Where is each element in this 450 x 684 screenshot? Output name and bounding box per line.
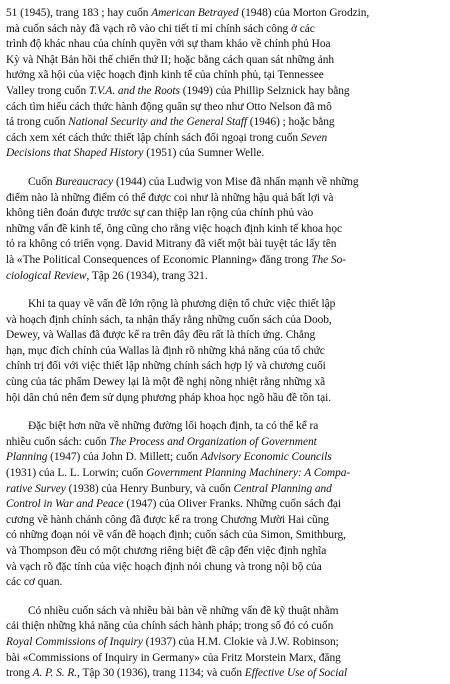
text-line bbox=[6, 513, 445, 529]
text-line bbox=[6, 450, 445, 466]
text-run: chính trị đối với việc thiết lập những chính sách hợp lý và chương cuối bbox=[6, 360, 326, 373]
text-line bbox=[6, 344, 445, 360]
text-run: hội dân chủ nên đem sử dụng phương pháp khoa học ngõ hầu đề tồn tại. bbox=[6, 391, 331, 404]
italic-title-run: A. P. S. R. bbox=[32, 667, 78, 680]
text-run: không tiên đoán được trước sự can thiệp lan rộng của chính phủ vào bbox=[6, 207, 314, 220]
text-line bbox=[6, 6, 445, 22]
text-run: cách xem xét cách thức thiết lập chính sách đối ngoại trong cuốn bbox=[6, 131, 301, 144]
text-line bbox=[6, 359, 445, 375]
italic-title-run: T.V.A. and the Roots bbox=[88, 84, 180, 97]
text-line bbox=[6, 544, 445, 560]
text-line bbox=[6, 313, 445, 329]
text-run: Cuốn bbox=[28, 175, 56, 188]
text-run: (1938) của Henry Bunbury, và cuốn bbox=[65, 482, 234, 495]
text-line bbox=[6, 651, 445, 667]
text-line bbox=[6, 375, 445, 391]
text-run: , Tập 26 (1934), trang 321. bbox=[86, 269, 208, 282]
text-run: Có nhiều cuốn sách và nhiều bài bàn về những vấn đề kỹ thuật nhằm bbox=[28, 604, 339, 617]
text-run: cách tìm hiểu cách thức hành động quân sự theo như Otto Nelson đã mô bbox=[6, 100, 332, 113]
text-line bbox=[6, 222, 445, 238]
text-line bbox=[6, 391, 445, 407]
text-line bbox=[6, 206, 445, 222]
text-line bbox=[6, 328, 445, 344]
italic-title-run: American Betrayed bbox=[151, 7, 239, 19]
text-run: điểm nào là những điểm có thể được coi như là những hậu quả bất lợi và bbox=[6, 191, 334, 204]
text-run: Kỳ và Nhật Bản hồi thế chiến thứ II; hoặc bằng cách quan sát những ảnh bbox=[6, 53, 335, 66]
italic-title-run: Decisions that Shaped History bbox=[6, 147, 144, 160]
text-run: Đặc biệt hơn nữa về những đường lối hoạch định, ta có thể kể ra bbox=[28, 420, 319, 433]
text-run: (1947) của Oliver Franks. Những cuốn sách đại bbox=[123, 498, 341, 511]
text-run: các cơ quan. bbox=[6, 576, 63, 589]
text-run: mà cuốn sách này đã vạch rõ vào chi tiết tỉ mỉ chính sách công ở các bbox=[6, 22, 315, 35]
text-run: trình độ khác nhau của chính quyền với sự tham khảo về chính phủ Hoa bbox=[6, 38, 331, 51]
text-run: nhiều cuốn sách: cuốn bbox=[6, 435, 110, 448]
text-run: 51 (1945), trang 183 ; hay cuốn bbox=[6, 7, 152, 19]
text-run: (1944) của Ludwig von Mise đã nhấn mạnh về những bbox=[113, 175, 359, 188]
italic-title-run: The Process and Organization of Government bbox=[109, 435, 317, 448]
text-line bbox=[6, 269, 445, 285]
paragraph-organization-policy bbox=[6, 297, 445, 406]
text-run: (1949) của Phillip Selznick hay bằng bbox=[179, 84, 350, 97]
italic-title-run: Effective Use of Social bbox=[244, 667, 348, 680]
italic-title-run: Government Planning Machinery: A Compa- bbox=[146, 467, 351, 480]
text-run: và Thompson đều có một chương riêng biệt đề cập đến việc định nghĩa bbox=[6, 545, 327, 557]
text-line bbox=[6, 666, 445, 682]
italic-title-run: The So- bbox=[311, 253, 347, 266]
text-line bbox=[6, 604, 445, 620]
text-line bbox=[6, 528, 445, 544]
italic-title-run: rative Survey bbox=[6, 482, 66, 495]
text-run: và vạch rõ đặc tính của việc hoạch định nói chung và trong nội bộ của bbox=[6, 560, 322, 573]
text-run: Dewey, và Wallas đã được kể ra trên đây đều rất là thích ứng. Chẳng bbox=[6, 329, 316, 342]
text-run: hạn, mục đích chính của Wallas là định rõ những khả năng của tổ chức bbox=[6, 344, 325, 357]
text-run: (1946) ; hoặc bằng bbox=[246, 116, 335, 129]
paragraph-case-studies bbox=[6, 6, 445, 162]
text-line bbox=[6, 100, 445, 116]
text-line bbox=[6, 22, 445, 38]
italic-title-run: Central Planning and bbox=[233, 482, 332, 495]
text-line bbox=[6, 115, 445, 131]
text-line bbox=[6, 619, 445, 635]
text-line bbox=[6, 435, 445, 451]
text-run: Valley trong cuốn bbox=[6, 84, 89, 97]
text-run: tỏ ra không có triển vọng. David Mitrany đã viết một bài tuyệt tác lấy tên bbox=[6, 238, 337, 251]
italic-title-run: Advisory Economic Councils bbox=[200, 451, 332, 464]
text-line bbox=[6, 84, 445, 100]
text-run: (1948) của Morton Grodzin, bbox=[238, 7, 370, 19]
text-line bbox=[6, 466, 445, 482]
text-run: và hoạch định chính sách, ta nhận thấy rằng những cuốn sách của Doob, bbox=[6, 313, 332, 326]
text-line bbox=[6, 482, 445, 498]
text-line bbox=[6, 297, 445, 313]
text-line bbox=[6, 419, 445, 435]
text-run: , Tập 30 (1936), trang 1134; và cuốn bbox=[77, 667, 245, 680]
text-run: bài «Commissions of Inquiry in Germany» của Fritz Morstein Marx, đăng bbox=[6, 651, 341, 664]
text-line bbox=[6, 53, 445, 69]
italic-title-run: Control in War and Peace bbox=[6, 498, 124, 511]
text-line bbox=[6, 560, 445, 576]
text-line bbox=[6, 237, 445, 253]
text-run: cải thiện những khả năng của chính sách hành pháp; trong số đó có cuốn bbox=[6, 620, 334, 633]
text-run: (1937) của H.M. Clokie và J.W. Robinson; bbox=[142, 635, 339, 648]
text-run: trong bbox=[6, 667, 33, 680]
italic-title-run: National Security and the General Staff bbox=[68, 116, 247, 129]
text-line bbox=[6, 146, 445, 162]
italic-title-run: Planning bbox=[6, 451, 48, 464]
text-line bbox=[6, 68, 445, 84]
text-run: hưởng xã hội của việc hoạch định kinh tế của chính phủ, tại Tennessee bbox=[6, 69, 324, 82]
italic-title-run: Royal Commissions of Inquiry bbox=[6, 635, 143, 648]
text-run: cương về hành chánh công đã được kể ra trong Chương Mười Hai cũng bbox=[6, 513, 329, 526]
text-line bbox=[6, 253, 445, 269]
text-run: có những đoạn nói về vấn đề hoạch định; cuốn sách của Simon, Smithburg, bbox=[6, 529, 346, 542]
italic-title-run: Seven bbox=[300, 131, 328, 144]
text-run: (1947) của John D. Millett; cuốn bbox=[47, 451, 201, 464]
paragraph-bureaucracy bbox=[6, 175, 445, 284]
text-run: cùng của tác phẩm Dewey lại là một đề nghị nồng nhiệt rằng những xã bbox=[6, 376, 326, 389]
text-run: Khi ta quay về vấn đề lớn rộng là phương diện tổ chức việc thiết lập bbox=[28, 298, 336, 311]
text-run: là «The Political Consequences of Economic Planning» đăng trong bbox=[6, 253, 312, 266]
text-run: những vấn đề kinh tế, ông cũng cho rằng việc hoạch định kinh tế khoa học bbox=[6, 222, 342, 235]
paragraph-planning-books bbox=[6, 419, 445, 591]
text-line bbox=[6, 131, 445, 147]
text-line bbox=[6, 191, 445, 207]
text-line bbox=[6, 575, 445, 591]
italic-title-run: ciological Review bbox=[6, 269, 87, 282]
italic-title-run: Bureaucracy bbox=[55, 175, 114, 188]
text-run: (1931) của L. L. Lorwin; cuốn bbox=[6, 467, 147, 480]
text-run: (1951) của Sumner Welle. bbox=[143, 147, 265, 160]
text-line bbox=[6, 635, 445, 651]
text-run: tả trong cuốn bbox=[6, 116, 69, 129]
paragraph-technical-works bbox=[6, 604, 445, 682]
text-line bbox=[6, 175, 445, 191]
text-line bbox=[6, 37, 445, 53]
text-line bbox=[6, 497, 445, 513]
